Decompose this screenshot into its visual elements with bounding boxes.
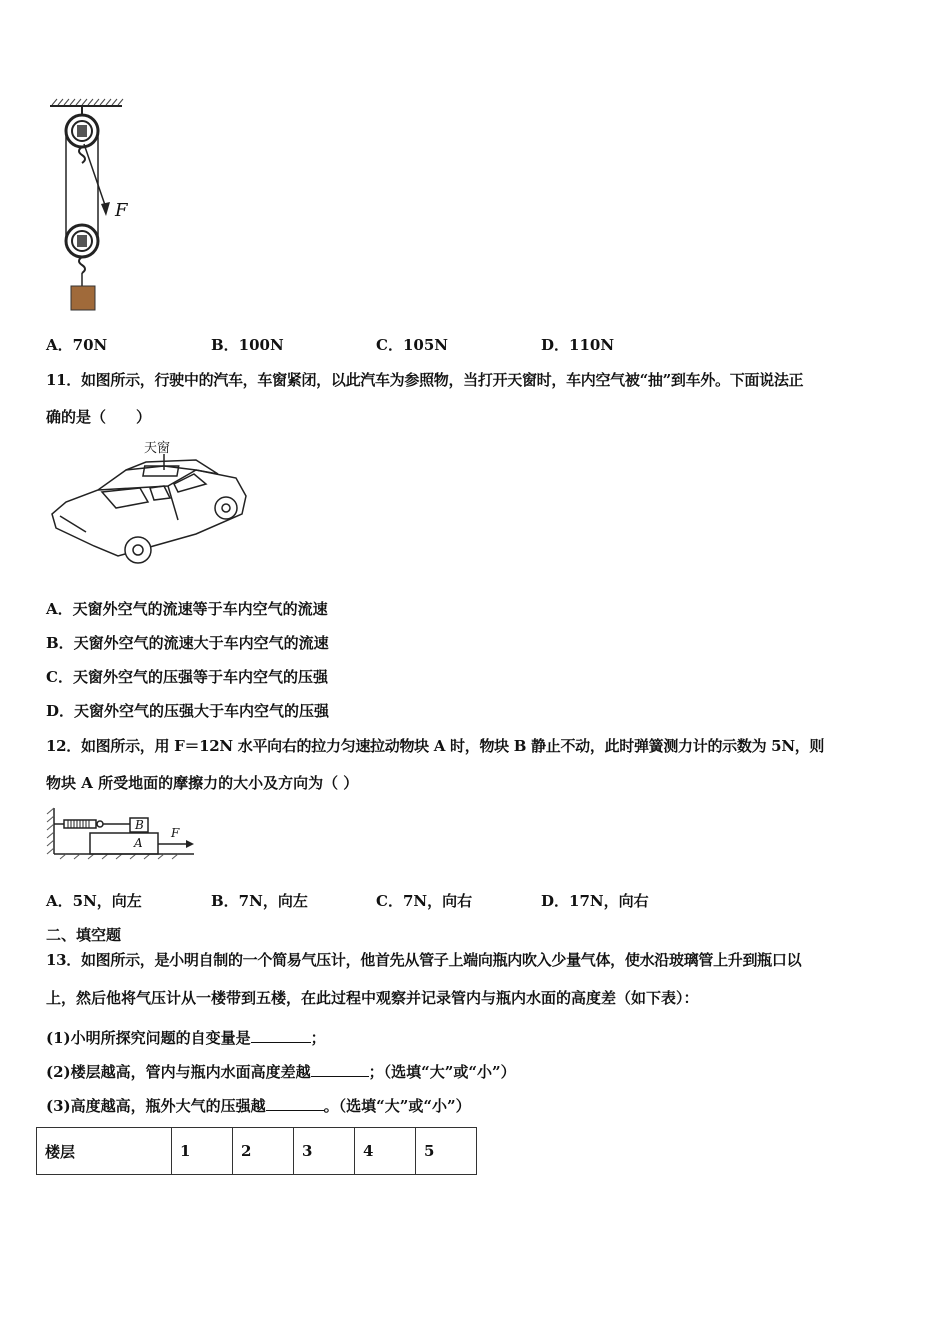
q13-sub2 [46,1062,516,1082]
floor-table [36,1127,477,1175]
q10-option-a[interactable]: A．70N [46,336,108,354]
q11-option-d[interactable]: D．天窗外空气的压强大于车内空气的压强 [46,702,330,720]
q10-option-b[interactable]: B．100N [211,336,284,354]
q10-option-d[interactable]: D．110N [541,336,615,354]
table-cell: 1 [172,1128,233,1175]
q13-sub3-tail: 。（选填“大”或“小”） [323,1097,471,1115]
table-cell: 5 [416,1128,477,1175]
q13-sub3-blank[interactable] [266,1096,324,1111]
q11-option-a[interactable]: A．天窗外空气的流速等于车内空气的流速 [46,600,328,618]
q11-stem-line1: 11．如图所示，行驶中的汽车，车窗紧闭，以此汽车为参照物，当打开天窗时，车内空气被“抽”到车外。下面说法正 [46,371,804,389]
car-figure [46,436,256,570]
q13-sub1-blank[interactable] [251,1028,311,1043]
q13-sub3 [46,1096,471,1116]
force-label: F [115,200,128,221]
section-title: 二、填空题 [46,926,122,944]
q12-option-d[interactable]: D．17N，向右 [541,892,649,910]
block-b-label: B [135,818,144,832]
block-a-label: A [134,836,143,850]
q13-sub3-text: (3)高度越高，瓶外大气的压强越 [46,1097,266,1115]
q13-stem-line1: 13．如图所示，是小明自制的一个简易气压计，他首先从管子上端向瓶内吹入少量气体，使水沿玻璃管上升到瓶口以 [46,951,802,969]
q13-sub2-text: (2)楼层越高，管内与瓶内水面高度差越 [46,1063,311,1081]
q13-sub1-tail: ； [310,1029,326,1047]
q10-option-c[interactable]: C．105N [376,336,448,354]
q13-sub2-tail: ；（选填“大”或“小”） [368,1063,516,1081]
table-cell: 2 [233,1128,294,1175]
q13-sub1 [46,1028,326,1048]
q12-option-a[interactable]: A．5N，向左 [46,892,142,910]
q12-option-b[interactable]: B．7N，向左 [211,892,308,910]
table-cell: 4 [355,1128,416,1175]
q13-sub2-blank[interactable] [311,1062,369,1077]
q13-sub1-text: (1)小明所探究问题的自变量是 [46,1029,251,1047]
q13-stem-line2: 上，然后他将气压计从一楼带到五楼，在此过程中观察并记录管内与瓶内水面的高度差（如下表）： [46,989,699,1007]
pulley-figure [44,98,144,316]
q11-option-c[interactable]: C．天窗外空气的压强等于车内空气的压强 [46,668,328,686]
q12-option-c[interactable]: C．7N，向右 [376,892,473,910]
q12-stem-line2: 物块 A 所受地面的摩擦力的大小及方向为（ ） [46,774,359,792]
q12-stem-line1: 12．如图所示，用 F＝12N 水平向右的拉力匀速拉动物块 A 时，物块 B 静止不动，此时弹簧测力计的示数为 5N，则 [46,737,825,755]
table-row [37,1128,477,1175]
sunroof-label: 天窗 [144,441,171,456]
force-f-label: F [171,826,180,840]
q11-stem-line2: 确的是（ ） [46,408,152,426]
q11-option-b[interactable]: B．天窗外空气的流速大于车内空气的流速 [46,634,329,652]
table-header-cell: 楼层 [37,1128,172,1175]
table-cell: 3 [294,1128,355,1175]
